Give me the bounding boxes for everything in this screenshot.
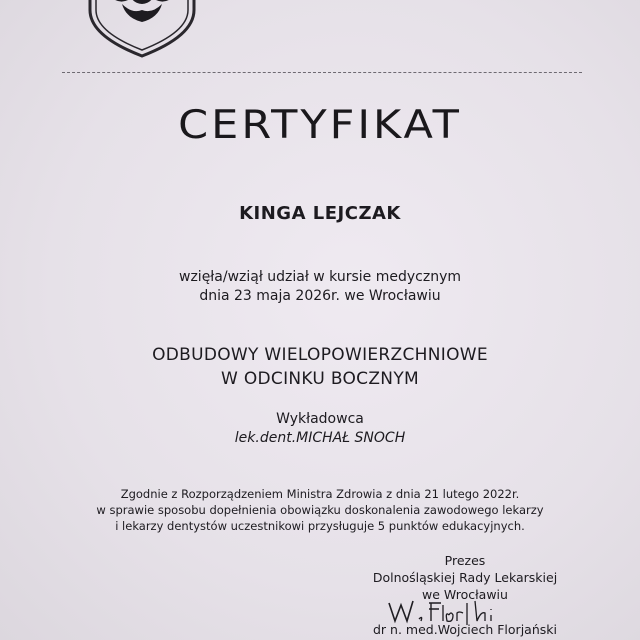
crest-emblem-icon [82, 0, 202, 58]
recipient-name: KINGA LEJCZAK [239, 203, 401, 224]
participation-line-1: wzięła/wziął udział w kursie medycznym [179, 269, 461, 285]
signatory-title: Prezes [444, 553, 486, 568]
certificate-title: CERTYFIKAT [178, 102, 462, 148]
dashed-divider [62, 72, 582, 73]
legal-line-1: Zgodnie z Rozporządzeniem Ministra Zdrowia z dnia 21 lutego 2022r. [120, 487, 520, 501]
signatory-org-line-1: Dolnośląskiej Rady Lekarskiej [372, 570, 558, 585]
course-title-line-1: ODBUDOWY WIELOPOWIERZCHNIOWE [152, 345, 488, 365]
lecturer-label: Wykładowca [276, 411, 364, 427]
legal-line-2: w sprawie sposobu dopełnienia obowiązku doskonalenia zawodowego lekarzy [96, 503, 544, 517]
lecturer-name: lek.dent.MICHAŁ SNOCH [234, 430, 406, 446]
signatory-name: dr n. med.Wojciech Florjański [373, 622, 557, 637]
participation-line-2: dnia 23 maja 2026r. we Wrocławiu [199, 288, 441, 304]
course-title-line-2: W ODCINKU BOCZNYM [221, 369, 419, 389]
legal-line-3: i lekarzy dentystów uczestnikowi przysługuje 5 punktów edukacyjnych. [115, 519, 525, 533]
signatory-org-line-2: we Wrocławiu [422, 587, 508, 602]
